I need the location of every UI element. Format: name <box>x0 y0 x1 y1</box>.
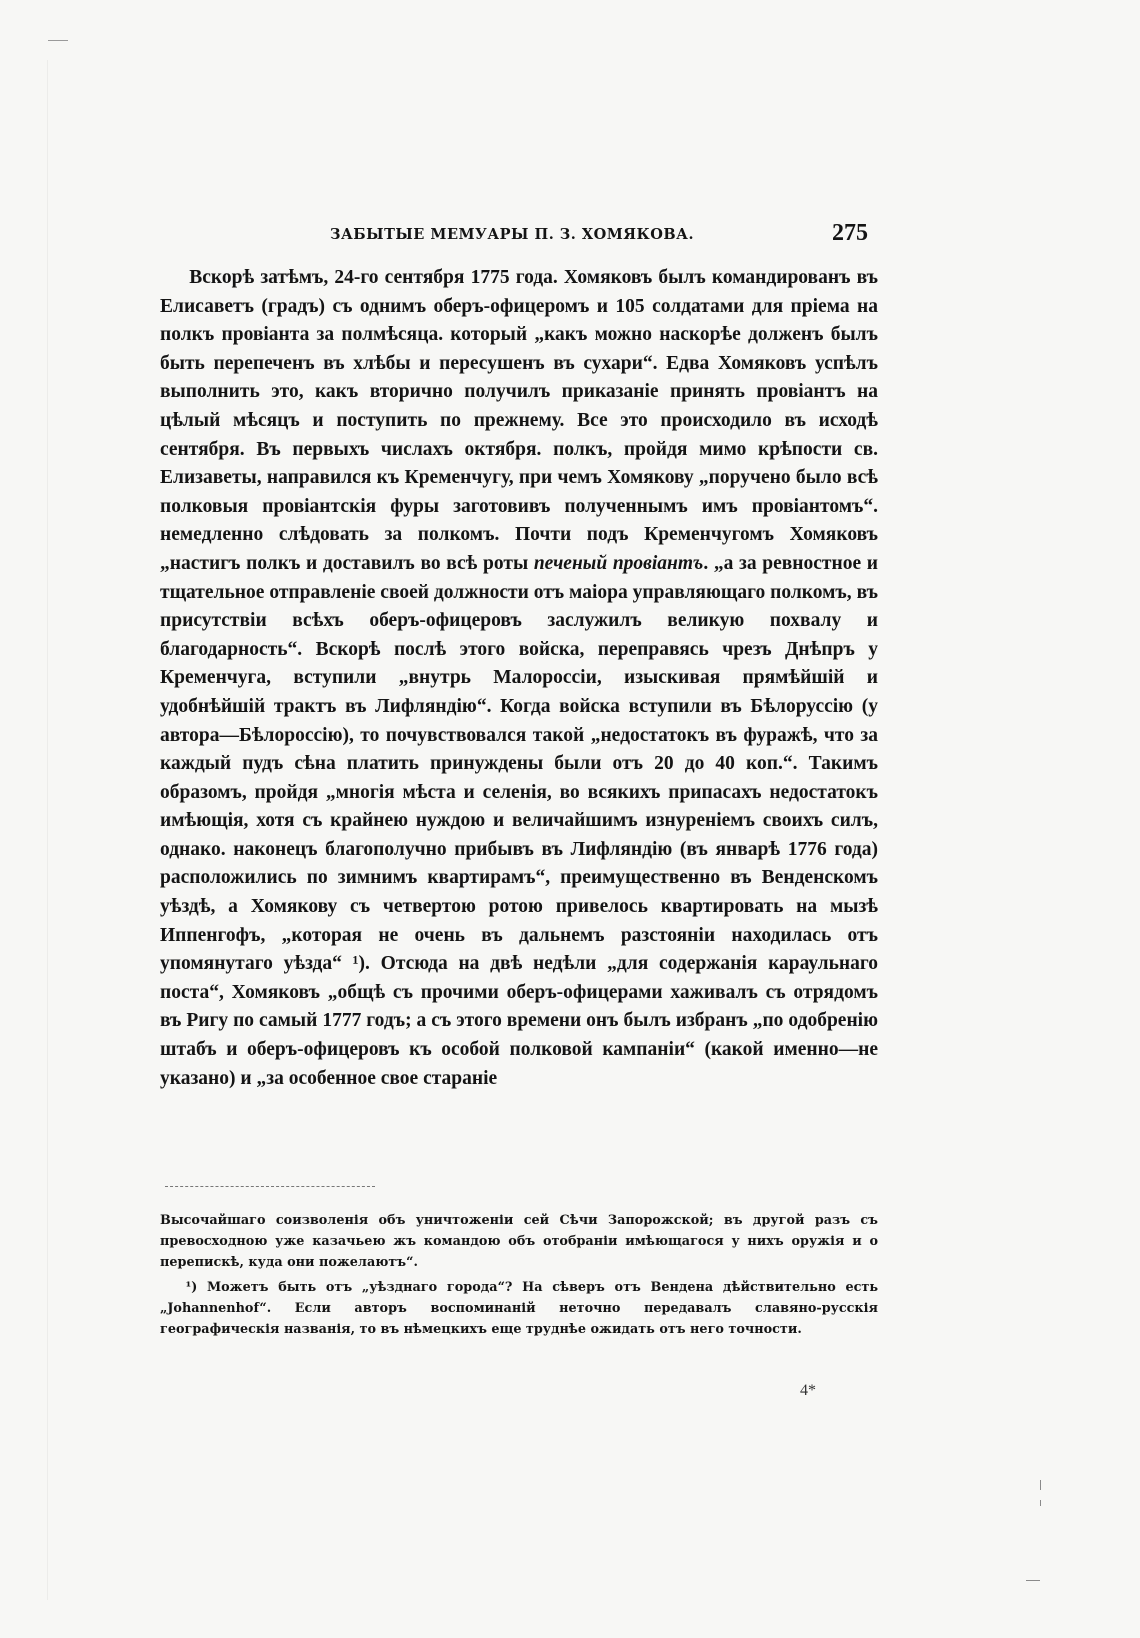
page-number: 275 <box>832 220 868 246</box>
footnote-1: ¹) Можетъ быть отъ „уѣзднаго города“? На сѣверъ отъ Вендена дѣйствительно есть „Johannenhof“. Если авторъ воспоминаній неточно передавалъ славяно-русскія географическія названія, то въ нѣмецкихъ еще труднѣе ожидать отъ него точности. <box>160 1280 878 1337</box>
scan-edge-tick <box>1040 1500 1041 1506</box>
scan-edge-mark <box>48 40 68 41</box>
scan-edge-tick <box>1040 1480 1041 1490</box>
page-header <box>330 222 868 252</box>
running-title: ЗАБЫТЫЕ МЕМУАРЫ П. З. ХОМЯКОВА. <box>330 226 694 243</box>
footnotes <box>160 1210 878 1340</box>
paragraph-text-before-italic: Вскорѣ затѣмъ, 24-го сентября 1775 года. Хомяковъ былъ командированъ въ Елисаветъ (градъ) съ однимъ оберъ-офицеромъ и 105 солдатами для пріема на полкъ провіанта за полмѣсяца. который „какъ можно наскорѣе долженъ былъ быть перепеченъ въ хлѣбы и пересушенъ въ сухари“. Едва Хомяковъ успѣлъ выполнить это, какъ вторично получилъ приказаніе принять провіантъ на цѣлый мѣсяцъ и поступить по прежнему. Все это происходило въ исходѣ сентября. Въ первыхъ числахъ октября. полкъ, пройдя мимо крѣпости св. Елизаветы, направился къ Кременчугу, при чемъ Хомякову „поручено было всѣ полковыя провіантскія фуры заготовивъ полученнымъ имъ провіантомъ“. немедленно слѣдовать за полкомъ. Почти подъ Кременчугомъ Хомяковъ „настигъ полкъ и доставилъ во всѣ роты <box>160 267 878 574</box>
italic-phrase: печеный провіантъ <box>533 552 704 574</box>
footnote-continuation: Высочайшаго соизволенія объ уничтоженіи сей Сѣчи Запорожской; въ другой разъ съ превосходною уже казачьею жъ командою объ отобраніи имѣющагося у нихъ оружія и о перепискѣ, куда они пожелаютъ“. <box>160 1213 878 1270</box>
scan-edge-dash <box>1026 1580 1040 1581</box>
footnote-divider <box>165 1186 375 1187</box>
page-gutter <box>47 60 48 1600</box>
main-paragraph <box>160 264 878 1093</box>
printer-signature-mark: 4* <box>800 1382 816 1399</box>
paragraph-text-after-italic: . „а за ревностное и тщательное отправленіе своей должности отъ маіора управляющаго полкомъ, въ присутствіи всѣхъ оберъ-офицеровъ заслужилъ великую похвалу и благодарность“. Вскорѣ послѣ этого войска, переправясь чрезъ Днѣпръ у Кременчуга, вступили „внутрь Малороссіи, изыскивая прямѣйшій и удобнѣйшій трактъ въ Лифляндію“. Когда войска вступили въ Бѣлоруссію (у автора—Бѣлороссію), то почувствовался такой „недостатокъ въ фуражѣ, что за каждый пудъ сѣна платить принуждены были отъ 20 до 40 коп.“. Такимъ образомъ, пройдя „многія мѣста и селенія, во всякихъ припасахъ недостатокъ имѣющія, хотя съ крайнею нуждою и величайшимъ изнуреніемъ своихъ силъ, однако. наконецъ благополучно прибывъ въ Лифляндію (въ январѣ 1776 года) расположились по зимнимъ квартирамъ“, преимущественно въ Венденскомъ уѣздѣ, а Хомякову съ четвертою ротою привелось квартировать на мызѣ Иппенгофъ, „которая не очень въ дальнемъ разстояніи находилась отъ упомянутаго уѣзда“ ¹). Отсюда на двѣ недѣли „для содержанія караульнаго поста“, Хомяковъ „общѣ съ прочими оберъ-офицерами хаживалъ съ отрядомъ въ Ригу по самый 1777 годъ; а съ этого времени онъ былъ избранъ „по одобренію штабъ и оберъ-офицеровъ къ особой полковой кампаніи“ (какой именно—не указано) и „за особенное свое стараніе <box>160 552 879 1089</box>
